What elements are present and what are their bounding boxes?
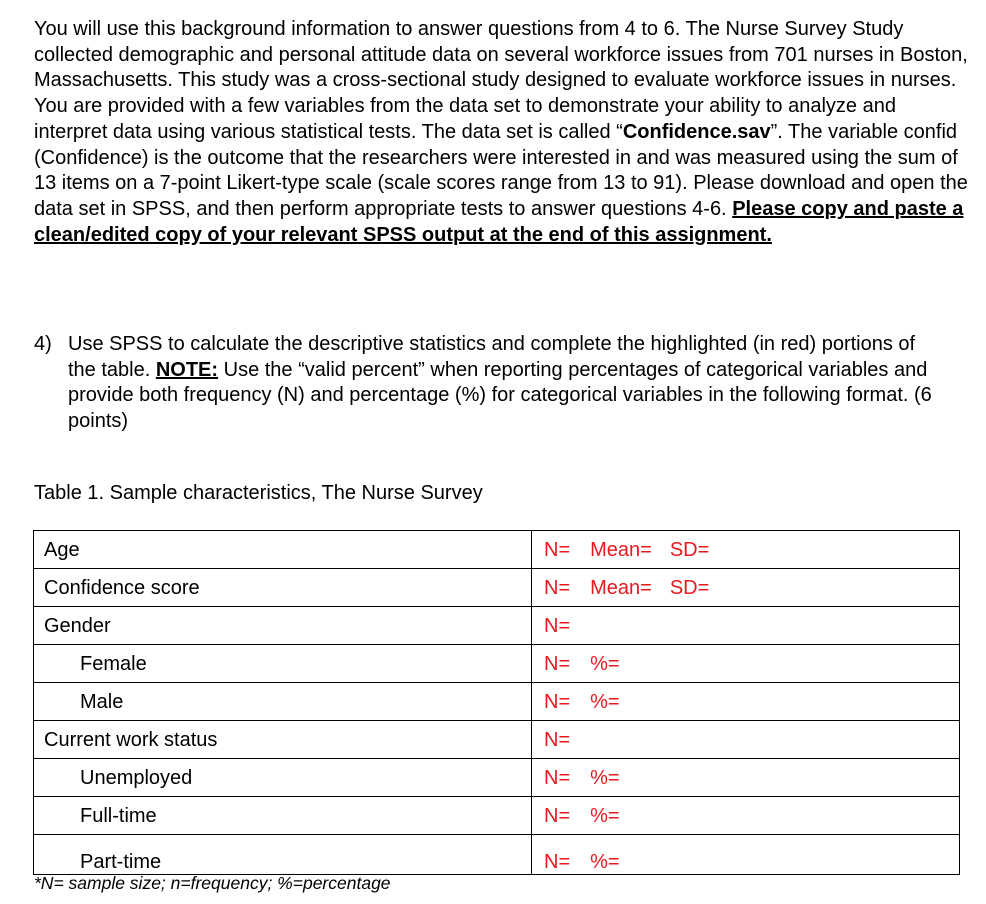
row-value — [532, 683, 960, 721]
row-label: Age — [34, 531, 532, 569]
n-field: N= — [544, 690, 571, 713]
sd-field: SD= — [669, 538, 710, 561]
row-label: Full-time — [34, 797, 532, 835]
table-row — [34, 607, 960, 645]
percent-field: %= — [590, 766, 620, 789]
row-label: Current work status — [34, 721, 532, 759]
row-label: Confidence score — [34, 569, 532, 607]
question-text-2: Use the “valid percent” when reporting percentages of categorical variables and provide both frequency (N) and percentage (%) for categorical variables in the following format. (6 points) — [68, 358, 932, 433]
table-row — [34, 797, 960, 835]
percent-field: %= — [590, 690, 620, 713]
row-value — [532, 721, 960, 759]
table-footnote: *N= sample size; n=frequency; %=percentage — [34, 873, 391, 893]
row-label: Gender — [34, 607, 532, 645]
row-value — [532, 797, 960, 835]
n-field: N= — [544, 614, 571, 637]
table-row — [34, 531, 960, 569]
table-row — [34, 759, 960, 797]
percent-field: %= — [590, 804, 620, 827]
row-label: Male — [34, 683, 532, 721]
question-text — [68, 332, 938, 435]
table-row — [34, 569, 960, 607]
dataset-name: Confidence.sav — [622, 120, 771, 143]
question-text-1: Use SPSS to calculate the descriptive statistics and complete the highlighted (in red) portions of the table. — [68, 333, 916, 381]
n-field: N= — [544, 728, 571, 751]
row-value — [532, 607, 960, 645]
n-field: N= — [544, 538, 571, 561]
n-field: N= — [544, 766, 571, 789]
intro-text-2: ”. The variable confid (Confidence) is the outcome that the researchers were interested in and was measured using the sum of 13 items on a 7-point Likert-type scale (scale scores range from 13 to 91). Please download and open the data set in SPSS, and then perform appropriate tests to answer questions 4-6. — [34, 120, 968, 220]
n-field: N= — [544, 576, 571, 599]
mean-field: Mean= — [590, 576, 652, 599]
table-row — [34, 683, 960, 721]
background-paragraph — [34, 17, 969, 248]
row-label: Female — [34, 645, 532, 683]
row-value — [532, 759, 960, 797]
sd-field: SD= — [669, 576, 710, 599]
table-caption: Table 1. Sample characteristics, The Nurse Survey — [34, 482, 483, 504]
mean-field: Mean= — [590, 538, 652, 561]
sample-characteristics-table — [33, 530, 960, 875]
n-field: N= — [544, 804, 571, 827]
row-value — [532, 569, 960, 607]
row-value — [532, 645, 960, 683]
row-label: Unemployed — [34, 759, 532, 797]
percent-field: %= — [590, 652, 620, 675]
table-row — [34, 721, 960, 759]
table-row — [34, 835, 960, 875]
note-label: NOTE: — [155, 358, 219, 381]
row-value — [532, 835, 960, 875]
n-field: N= — [544, 851, 571, 873]
question-number: 4) — [34, 333, 52, 355]
intro-text-1: You will use this background information to answer questions from 4 to 6. The Nurse Survey Study collected demographic and personal attitude data on several workforce issues from 701 nurses in Boston, Massachusetts. This study was a cross-sectional study designed to evaluate workforce issues in nurses. You are provided with a few variables from the data set to demonstrate your ability to analyze and interpret data using various statistical tests. The data set is called “ — [34, 18, 968, 143]
table-row — [34, 645, 960, 683]
output-instruction: Please copy and paste a clean/edited copy of your relevant SPSS output at the end of this assignment. — [34, 197, 964, 246]
percent-field: %= — [590, 851, 620, 873]
n-field: N= — [544, 652, 571, 675]
row-value — [532, 531, 960, 569]
row-label: Part-time — [34, 835, 532, 875]
